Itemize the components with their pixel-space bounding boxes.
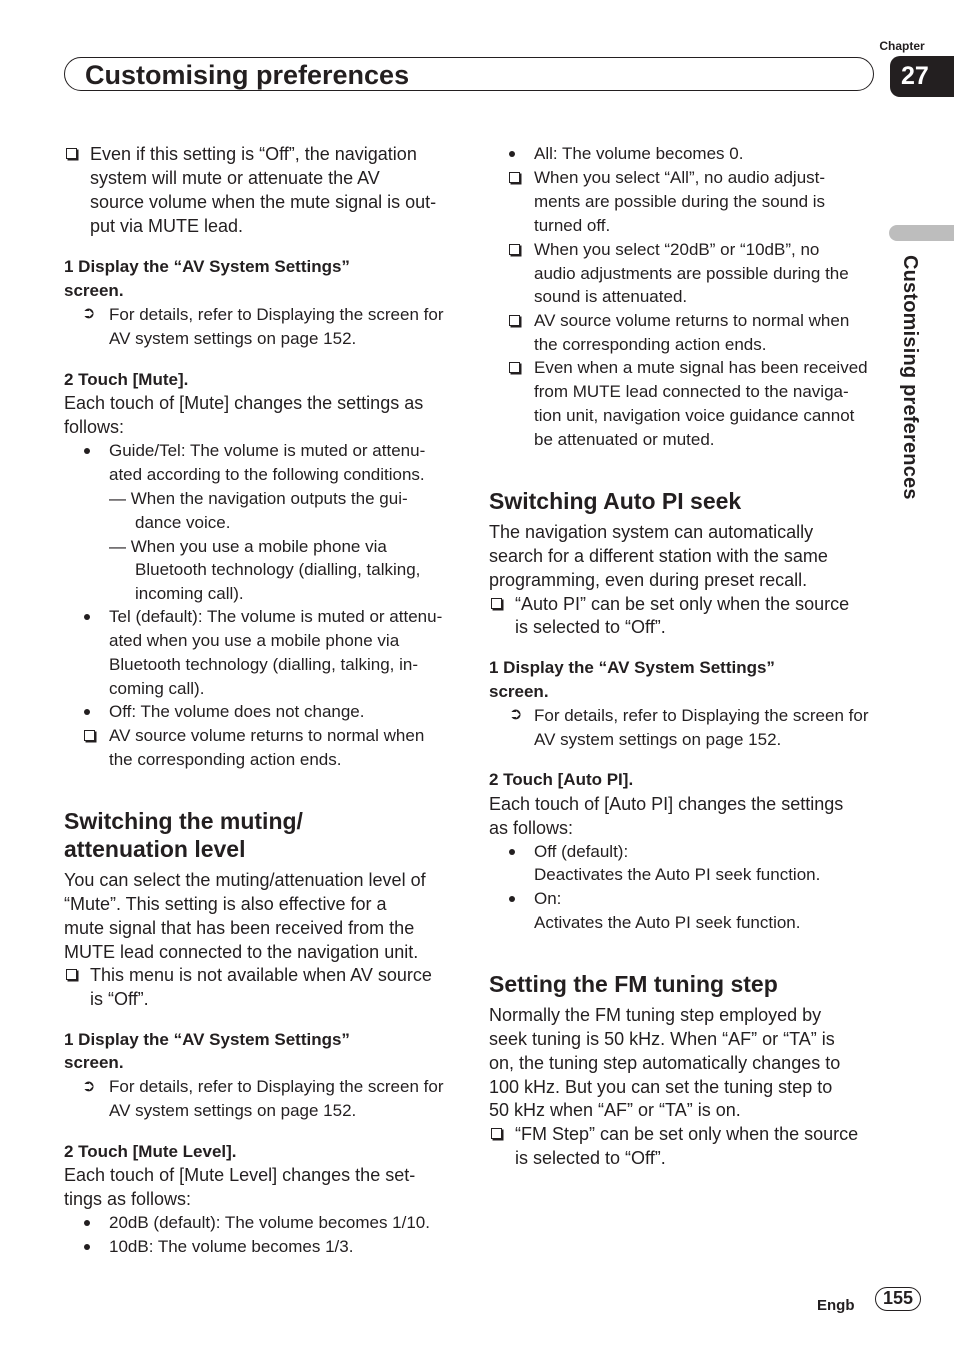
dash-item: incoming call). (135, 584, 244, 603)
body-text: 100 kHz. But you can set the tuning step to (489, 1077, 833, 1097)
reference-text: AV system settings on page 152. (534, 730, 782, 749)
body-text: follows: (64, 417, 125, 437)
note-box-icon (509, 238, 520, 262)
body-text: as follows: (489, 818, 574, 838)
option-text: ated when you use a mobile phone via (109, 631, 400, 650)
reference-text: AV system settings on page 152. (109, 1101, 357, 1120)
note-text: AV source volume returns to normal when (534, 311, 850, 330)
note-text: is selected to “Off”. (515, 1148, 666, 1168)
reference-text: AV system settings on page 152. (109, 329, 357, 348)
note-text: the corresponding action ends. (534, 335, 767, 354)
body-text: tings as follows: (64, 1189, 192, 1209)
section-heading: attenuation level (64, 836, 246, 862)
reference-text: For details, refer to Displaying the screen for (534, 706, 869, 725)
note-text: be attenuated or muted. (534, 430, 715, 449)
option-text: Tel (default): The volume is muted or attenu- (109, 607, 443, 626)
option-text: Guide/Tel: The volume is muted or attenu- (109, 441, 426, 460)
step-heading: 1 Display the “AV System Settings” (64, 1030, 350, 1049)
body-text: Each touch of [Mute] changes the settings as (64, 393, 424, 413)
step-heading: 1 Display the “AV System Settings” (64, 257, 350, 276)
note-text: “FM Step” can be set only when the source (515, 1124, 859, 1144)
note-text: AV source volume returns to normal when (109, 726, 425, 745)
note-text: tion unit, navigation voice guidance cannot (534, 406, 855, 425)
option-text: 10dB: The volume becomes 1/3. (109, 1237, 354, 1256)
arrow-icon: ➲ (82, 1078, 96, 1095)
arrow-icon: ➲ (509, 706, 523, 723)
chapter-label: Chapter (879, 39, 925, 53)
bullet-icon (509, 887, 515, 911)
note-text: “Auto PI” can be set only when the source (515, 594, 850, 614)
note-text: system will mute or attenuate the AV (90, 168, 380, 188)
note-text: put via MUTE lead. (90, 216, 244, 236)
step-heading: screen. (489, 682, 549, 701)
note-text: Even if this setting is “Off”, the navigation (90, 144, 417, 164)
step-heading: screen. (64, 281, 124, 300)
option-text: Off (default): (534, 842, 629, 861)
note-text: is “Off”. (90, 989, 149, 1009)
section-heading: Switching the muting/ (64, 808, 303, 834)
bullet-icon (84, 439, 90, 463)
note-box-icon (509, 166, 520, 190)
option-text: coming call). (109, 679, 205, 698)
body-text: search for a different station with the same (489, 546, 828, 566)
body-text: Each touch of [Mute Level] changes the set- (64, 1165, 416, 1185)
option-text: All: The volume becomes 0. (534, 144, 744, 163)
section-heading: Setting the FM tuning step (489, 971, 778, 997)
note-text: the corresponding action ends. (109, 750, 342, 769)
note-text: audio adjustments are possible during the (534, 264, 849, 283)
bullet-icon (84, 1235, 90, 1259)
option-text: Deactivates the Auto PI seek function. (534, 865, 821, 884)
body-text: “Mute”. This setting is also effective for a (64, 894, 387, 914)
step-heading: screen. (64, 1053, 124, 1072)
chapter-number: 27 (890, 56, 954, 97)
chapter-header (64, 57, 874, 91)
note-text: When you select “All”, no audio adjust- (534, 168, 826, 187)
note-box-icon (66, 142, 77, 166)
section-heading: Switching Auto PI seek (489, 488, 742, 514)
note-box-icon (84, 724, 95, 748)
body-text: mute signal that has been received from the (64, 918, 415, 938)
note-text: Even when a mute signal has been received (534, 358, 868, 377)
dash-item: dance voice. (135, 513, 231, 532)
note-text: This menu is not available when AV source (90, 965, 432, 985)
step-heading: 2 Touch [Auto PI]. (489, 770, 634, 789)
body-text: programming, even during preset recall. (489, 570, 808, 590)
bullet-icon (509, 142, 515, 166)
bullet-icon (84, 700, 90, 724)
dash-item: — When you use a mobile phone via (109, 537, 387, 556)
body-text: 50 kHz when “AF” or “TA” is on. (489, 1100, 741, 1120)
note-text: sound is attenuated. (534, 287, 688, 306)
option-text: On: (534, 889, 562, 908)
page-number: 155 (875, 1287, 921, 1311)
option-text: Off: The volume does not change. (109, 702, 365, 721)
note-text: is selected to “Off”. (515, 617, 666, 637)
bullet-icon (84, 605, 90, 629)
body-text: MUTE lead connected to the navigation unit. (64, 942, 419, 962)
note-text: from MUTE lead connected to the naviga- (534, 382, 849, 401)
option-text: Bluetooth technology (dialling, talking, in- (109, 655, 419, 674)
option-text: ated according to the following conditions. (109, 465, 425, 484)
note-text: ments are possible during the sound is (534, 192, 826, 211)
reference-text: For details, refer to Displaying the screen for (109, 305, 444, 324)
body-text: The navigation system can automatically (489, 522, 814, 542)
note-text: source volume when the mute signal is out- (90, 192, 437, 212)
reference-text: For details, refer to Displaying the screen for (109, 1077, 444, 1096)
bullet-icon (84, 1211, 90, 1235)
body-text: You can select the muting/attenuation level of (64, 870, 426, 890)
option-text: Activates the Auto PI seek function. (534, 913, 801, 932)
dash-item: Bluetooth technology (dialling, talking, (135, 560, 421, 579)
note-box-icon (491, 1122, 502, 1146)
bullet-icon (509, 840, 515, 864)
side-tab (889, 225, 954, 241)
side-title: Customising preferences (899, 255, 921, 500)
option-text: 20dB (default): The volume becomes 1/10. (109, 1213, 430, 1232)
note-box-icon (509, 356, 520, 380)
body-text: seek tuning is 50 kHz. When “AF” or “TA” is (489, 1029, 835, 1049)
note-box-icon (491, 592, 502, 616)
note-text: When you select “20dB” or “10dB”, no (534, 240, 820, 259)
page-title: Customising preferences (85, 60, 410, 90)
note-box-icon (509, 309, 520, 333)
note-box-icon (66, 963, 77, 987)
step-heading: 2 Touch [Mute Level]. (64, 1142, 237, 1161)
note-text: turned off. (534, 216, 611, 235)
arrow-icon: ➲ (82, 305, 96, 322)
body-text: on, the tuning step automatically changes to (489, 1053, 841, 1073)
body-text: Each touch of [Auto PI] changes the settings (489, 794, 844, 814)
step-heading: 2 Touch [Mute]. (64, 370, 189, 389)
dash-item: — When the navigation outputs the gui- (109, 489, 408, 508)
body-text: Normally the FM tuning step employed by (489, 1005, 822, 1025)
language-code: Engb (817, 1297, 855, 1314)
step-heading: 1 Display the “AV System Settings” (489, 658, 775, 677)
